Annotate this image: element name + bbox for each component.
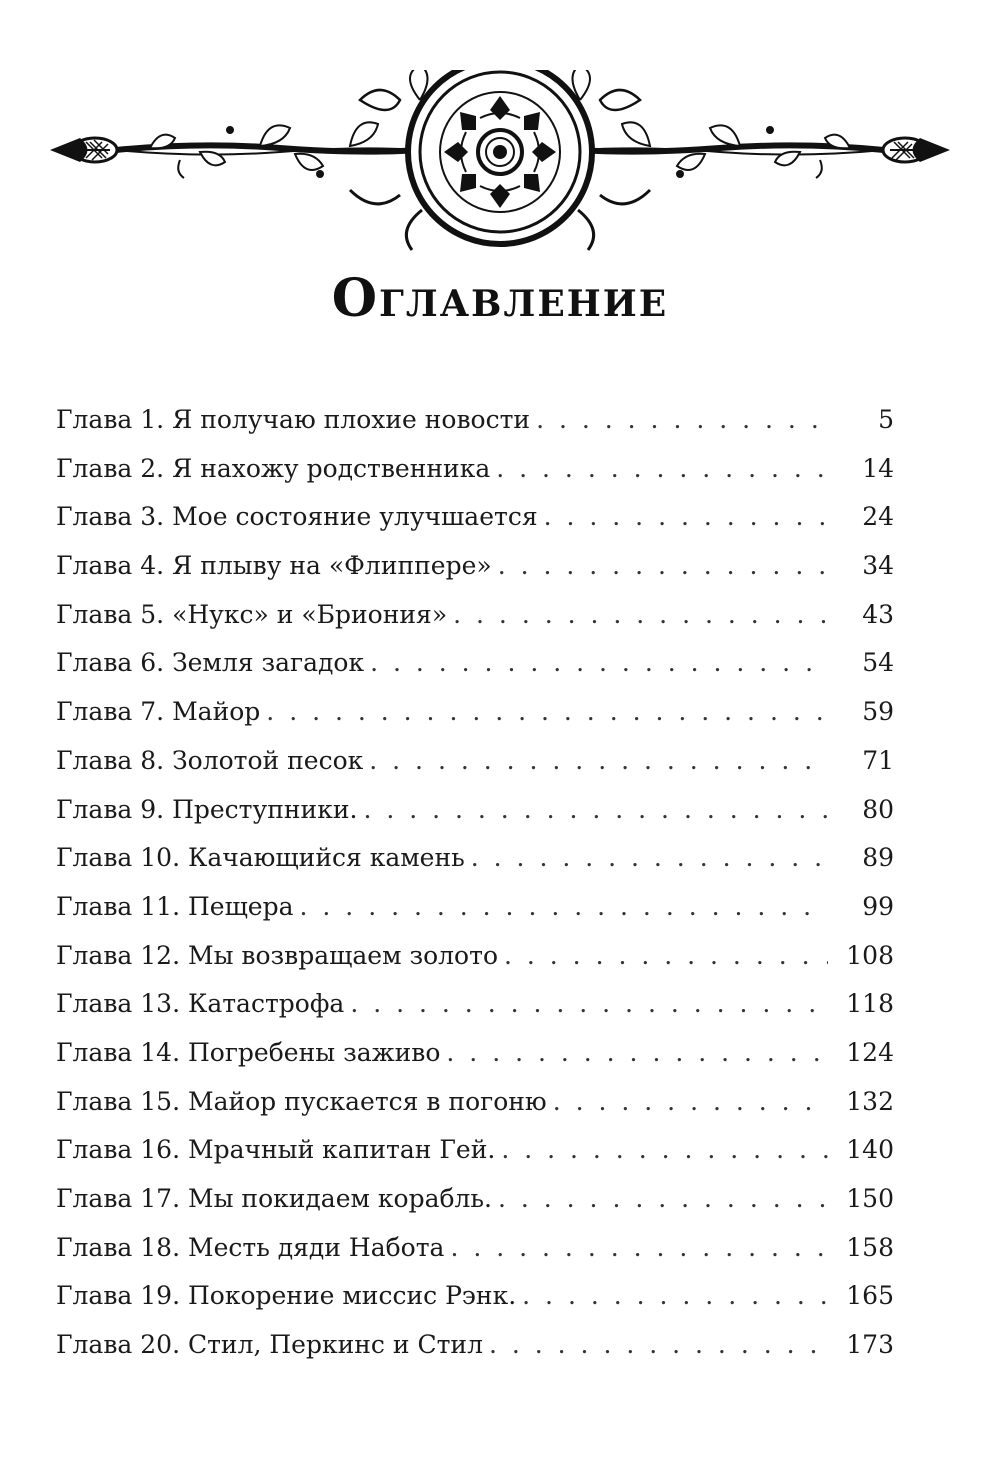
toc-entry[interactable]	[56, 790, 894, 839]
toc-entry-title: Глава 15. Майор пускается в погоню	[56, 1086, 547, 1116]
toc-entry-title: Глава 12. Мы возвращаем золото	[56, 940, 498, 970]
toc-entry-page-number: 158	[846, 1232, 894, 1262]
toc-entry-page-number: 99	[862, 891, 894, 921]
toc-entry-page-number: 5	[878, 405, 894, 434]
toc-dot-leader	[369, 741, 828, 781]
toc-entry[interactable]	[56, 984, 894, 1033]
toc-entry-page-number: 118	[846, 989, 894, 1019]
toc-entry-page-number: 150	[846, 1184, 894, 1213]
toc-dot-leader	[544, 497, 828, 537]
toc-entry-title: Глава 13. Катастрофа	[56, 989, 345, 1019]
toc-dot-leader	[501, 1130, 828, 1170]
toc-entry-title: Глава 2. Я нахожу родственника	[56, 453, 491, 483]
toc-entry-title: Глава 5. «Нукс» и «Бриония»	[56, 599, 448, 629]
toc-entry[interactable]	[56, 643, 894, 692]
toc-dot-leader	[489, 1325, 828, 1365]
toc-dot-leader	[498, 546, 828, 586]
toc-dot-leader	[370, 643, 828, 683]
toc-dot-leader	[446, 1033, 828, 1073]
toc-entry-title: Глава 9. Преступники.	[56, 794, 358, 824]
toc-dot-leader	[363, 790, 828, 830]
toc-entry[interactable]	[56, 449, 894, 498]
toc-entry[interactable]	[56, 1179, 894, 1228]
toc-entry[interactable]	[56, 936, 894, 985]
table-of-contents	[56, 400, 894, 1374]
toc-entry-page-number: 173	[846, 1330, 894, 1360]
toc-entry-page-number: 54	[862, 648, 894, 678]
toc-entry-page-number: 34	[862, 551, 894, 581]
toc-entry[interactable]	[56, 887, 894, 936]
toc-entry-title: Глава 14. Погребены заживо	[56, 1037, 441, 1067]
toc-dot-leader	[266, 692, 828, 732]
toc-entry-title: Глава 8. Золотой песок	[56, 745, 364, 775]
toc-entry-title: Глава 20. Стил, Перкинс и Стил	[56, 1330, 483, 1360]
toc-dot-leader	[350, 984, 828, 1024]
toc-entry-title: Глава 18. Месть дяди Набота	[56, 1232, 445, 1262]
toc-dot-leader	[300, 887, 828, 927]
toc-entry[interactable]	[56, 1276, 894, 1325]
toc-dot-leader	[450, 1228, 828, 1268]
toc-entry[interactable]	[56, 692, 894, 741]
toc-entry-page-number: 14	[862, 453, 894, 483]
toc-entry[interactable]	[56, 546, 894, 595]
toc-entry[interactable]	[56, 497, 894, 546]
toc-entry[interactable]	[56, 595, 894, 644]
toc-entry[interactable]	[56, 1325, 894, 1374]
toc-entry-page-number: 89	[862, 843, 894, 873]
toc-dot-leader	[453, 595, 828, 635]
toc-dot-leader	[471, 838, 828, 878]
toc-entry[interactable]	[56, 1033, 894, 1082]
toc-dot-leader	[522, 1276, 828, 1316]
toc-entry-title: Глава 1. Я получаю плохие новости	[56, 405, 531, 434]
left-vine-icon	[116, 90, 420, 204]
toc-entry[interactable]	[56, 1130, 894, 1179]
toc-entry[interactable]	[56, 741, 894, 790]
toc-entry-page-number: 132	[846, 1086, 894, 1116]
rosette-medallion-icon	[406, 70, 593, 250]
toc-entry-page-number: 80	[862, 794, 894, 824]
toc-entry-title: Глава 11. Пещера	[56, 891, 294, 921]
toc-entry[interactable]	[56, 400, 894, 449]
toc-dot-leader	[536, 400, 828, 440]
toc-dot-leader	[553, 1082, 828, 1122]
toc-entry-page-number: 108	[846, 940, 894, 970]
toc-entry-title: Глава 16. Мрачный капитан Гей.	[56, 1135, 496, 1165]
toc-dot-leader	[496, 449, 828, 489]
toc-dot-leader	[498, 1179, 828, 1219]
page-title: Оглавление	[331, 268, 669, 329]
toc-entry-page-number: 24	[862, 502, 894, 532]
toc-entry-page-number: 59	[862, 697, 894, 727]
toc-entry-page-number: 140	[846, 1135, 894, 1165]
toc-entry[interactable]	[56, 1228, 894, 1277]
toc-entry-title: Глава 7. Майор	[56, 697, 261, 727]
toc-entry-page-number: 124	[846, 1037, 894, 1067]
toc-dot-leader	[504, 936, 828, 976]
toc-entry-title: Глава 4. Я плыву на «Флиппере»	[56, 551, 492, 581]
toc-entry[interactable]	[56, 1082, 894, 1131]
right-finial-icon	[883, 138, 950, 162]
toc-entry-title: Глава 17. Мы покидаем корабль.	[56, 1184, 492, 1213]
toc-entry-title: Глава 19. Покорение миссис Рэнк.	[56, 1281, 517, 1311]
toc-entry[interactable]	[56, 838, 894, 887]
toc-entry-page-number: 43	[862, 599, 894, 629]
right-vine-icon	[580, 90, 884, 204]
toc-entry-page-number: 165	[846, 1281, 894, 1311]
toc-entry-title: Глава 10. Качающийся камень	[56, 843, 465, 873]
left-finial-icon	[50, 138, 117, 162]
toc-entry-page-number: 71	[862, 745, 894, 775]
decorative-ornament	[50, 70, 950, 270]
toc-entry-title: Глава 6. Земля загадок	[56, 648, 365, 678]
toc-entry-title: Глава 3. Мое состояние улучшается	[56, 502, 538, 532]
